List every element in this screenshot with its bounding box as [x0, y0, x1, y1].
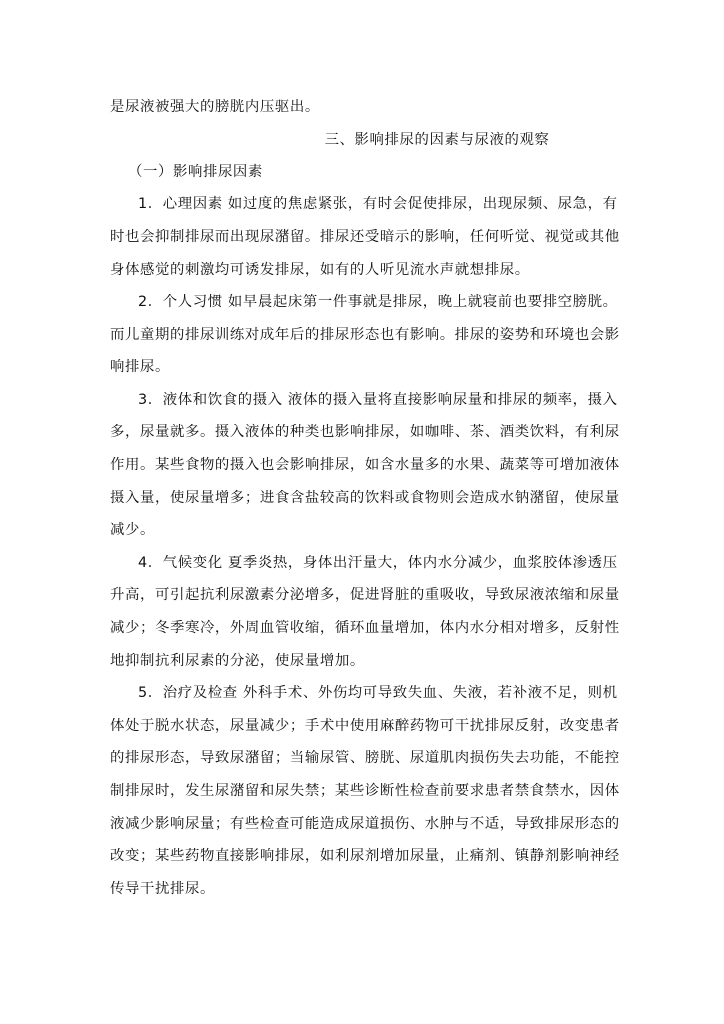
paragraph-5-line-2: 体处于脱水状态，尿量减少；手术中使用麻醉药物可干扰排尿反射，改变患者 [110, 718, 620, 734]
section-title: 三、影响排尿的因素与尿液的观察 [324, 132, 550, 148]
paragraph-5-line-7: 传导干扰排尿。 [110, 881, 215, 897]
paragraph-5-line-1: 5．治疗及检查 外科手术、外伤均可导致失血、失液，若补液不足，则机 [138, 685, 618, 701]
top-line: 是尿液被强大的膀胱内压驱出。 [110, 99, 320, 115]
paragraph-5-line-4: 制排尿时，发生尿潴留和尿失禁；某些诊断性检查前要求患者禁食禁水，因体 [110, 783, 620, 799]
paragraph-1-line-2: 时也会抑制排尿而出现尿潴留。排尿还受暗示的影响，任何听觉、视觉或其他 [110, 229, 620, 245]
paragraph-4-line-3: 减少；冬季寒冷，外周血管收缩，循环血量增加，体内水分相对增多，反射性 [110, 620, 620, 636]
paragraph-3-line-4: 摄入量，使尿量增多；进食含盐较高的饮料或食物则会造成水钠潴留，使尿量 [110, 490, 620, 506]
paragraph-5-line-5: 液减少影响尿量；有些检查可能造成尿道损伤、水肿与不适，导致排尿形态的 [110, 816, 620, 832]
paragraph-4-line-2: 升高，可引起抗利尿激素分泌增多，促进肾脏的重吸收，导致尿液浓缩和尿量 [110, 587, 620, 603]
paragraph-3-line-3: 作用。某些食物的摄入也会影响排尿，如含水量多的水果、蔬菜等可增加液体 [110, 457, 620, 473]
paragraph-3-line-1: 3．液体和饮食的摄入 液体的摄入量将直接影响尿量和排尿的频率，摄入 [138, 392, 618, 408]
paragraph-3-line-2: 多，尿量就多。摄入液体的种类也影响排尿，如咖啡、茶、酒类饮料，有利尿 [110, 424, 620, 440]
paragraph-2-line-3: 响排尿。 [110, 359, 170, 375]
paragraph-5-line-6: 改变；某些药物直接影响排尿，如利尿剂增加尿量，止痛剂、镇静剂影响神经 [110, 848, 620, 864]
paragraph-5-line-3: 的排尿形态，导致尿潴留；当输尿管、膀胱、尿道肌肉损伤失去功能，不能控 [110, 750, 620, 766]
subsection-title: （一）影响排尿因素 [128, 164, 263, 180]
paragraph-4-line-1: 4．气候变化 夏季炎热，身体出汗量大，体内水分减少，血浆胶体渗透压 [138, 555, 618, 571]
paragraph-2-line-1: 2．个人习惯 如早晨起床第一件事就是排尿，晚上就寝前也要排空膀胱。 [138, 294, 618, 310]
paragraph-4-line-4: 地抑制抗利尿素的分泌，使尿量增加。 [110, 653, 365, 669]
paragraph-1-line-1: 1．心理因素 如过度的焦虑紧张，有时会促使排尿，出现尿频、尿急，有 [138, 196, 618, 212]
paragraph-1-line-3: 身体感觉的刺激均可诱发排尿，如有的人听见流水声就想排尿。 [110, 262, 530, 278]
paragraph-2-line-2: 而儿童期的排尿训练对成年后的排尿形态也有影响。排尿的姿势和环境也会影 [110, 327, 620, 343]
paragraph-3-line-5: 减少。 [110, 522, 155, 538]
